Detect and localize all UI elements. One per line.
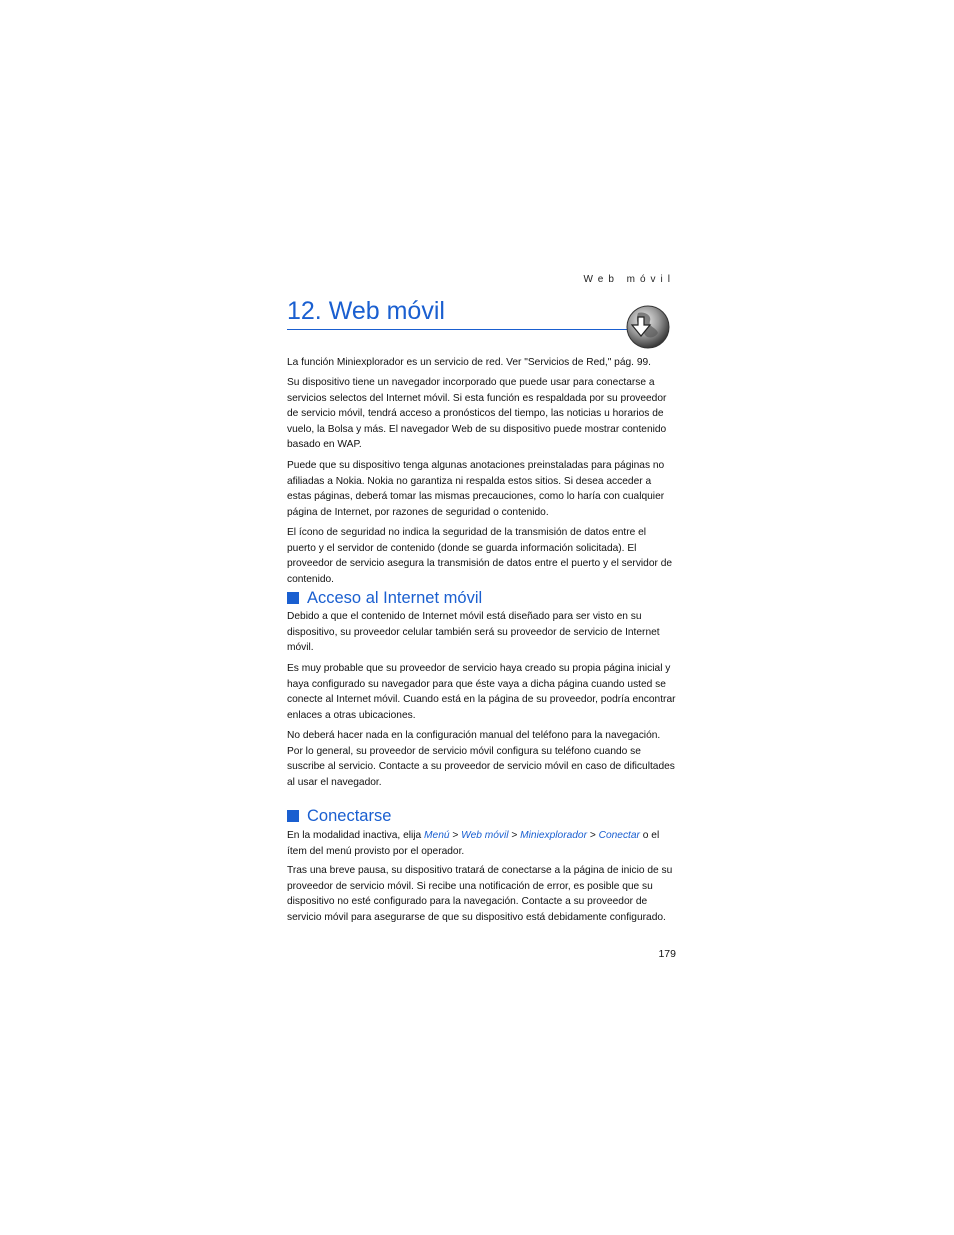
page-number: 179 <box>658 948 676 960</box>
connect-paragraph-1-suffix: o el ítem del menú provisto por el operador. <box>287 830 660 857</box>
access-paragraph-3: No deberá hacer nada en la configuración manual del teléfono para la navegación. Por lo general, su proveedor de servicio móvil configura su teléfono cuando se suscribe al servicio. Contacte a su proveedor de servicio móvil en caso de dificultades al usar el navegador. <box>287 730 675 788</box>
section-title-connect <box>287 806 391 826</box>
globe-download-icon <box>624 303 672 351</box>
menu-path-separator: > <box>586 830 599 841</box>
intro-paragraph-2: Su dispositivo tiene un navegador incorporado que puede usar para conectarse a servicios selectos del Internet móvil. Si esta función es respaldada por su proveedor de servicio móvil, tendrá acceso a pronósticos del tiempo, las noticias u horarios de vuelo, la Bolsa y más. El navegador Web de su dispositivo puede mostrar contenido basado en WAP. <box>287 377 667 451</box>
section-title-access-text: Acceso al Internet móvil <box>307 589 483 607</box>
access-paragraph-2: Es muy probable que su proveedor de servicio haya creado su propia página inicial y haya configurado su navegador para que éste vaya a dicha página cuando usted se conecte al Internet móvil. Cuando está en la página de su proveedor, podría encontrar enlaces a otras ubicaciones. <box>287 663 676 721</box>
menu-path-separator: > <box>508 830 521 841</box>
intro-paragraph-4: El ícono de seguridad no indica la seguridad de la transmisión de datos entre el puerto y el servidor de contenido (donde se guarda información solicitada). El proveedor de servicio asegura la transmisión de datos entre el puerto y el servidor de contenido. <box>287 527 673 585</box>
section-title-connect-text: Conectarse <box>307 807 392 825</box>
menu-item-menu: Menú <box>424 830 450 841</box>
chapter-title: 12. Web móvil <box>287 294 627 330</box>
connect-paragraph-2: Tras una breve pausa, su dispositivo tratará de conectarse a la página de inicio de su proveedor de servicio móvil. Si recibe una notificación de error, es posible que su dispositivo no esté configurado para la navegación. Contacte a su proveedor de servicio móvil para asegurarse de que su dispositivo está debidamente configurado. <box>287 865 673 923</box>
connect-paragraph-1-prefix: En la modalidad inactiva, elija <box>287 830 425 841</box>
menu-path-separator: > <box>449 830 462 841</box>
menu-item-conectar: Conectar <box>598 830 640 841</box>
access-paragraph-1: Debido a que el contenido de Internet móvil está diseñado para ser visto en su dispositivo, su proveedor celular también será su proveedor de servicio de Internet móvil. <box>287 611 660 654</box>
menu-item-miniexplorador: Miniexplorador <box>520 830 587 841</box>
intro-paragraph-3: Puede que su dispositivo tenga algunas anotaciones preinstaladas para páginas no afiliadas a Nokia. Nokia no garantiza ni respalda estos sitios. Si desea acceder a estas páginas, deberá tomar las mismas precauciones, como lo haría con cualquier página de Internet, por razones de seguridad o contenido. <box>287 460 665 518</box>
intro-paragraph-1: La función Miniexplorador es un servicio de red. Ver "Servicios de Red," pág. 99. <box>287 357 651 368</box>
section-title-access <box>287 588 482 608</box>
section-bullet-square <box>287 810 299 822</box>
section-bullet-square <box>287 592 299 604</box>
connect-paragraph-1 <box>287 828 677 859</box>
running-head: Web móvil <box>583 274 675 285</box>
menu-item-web-movil: Web móvil <box>461 830 509 841</box>
